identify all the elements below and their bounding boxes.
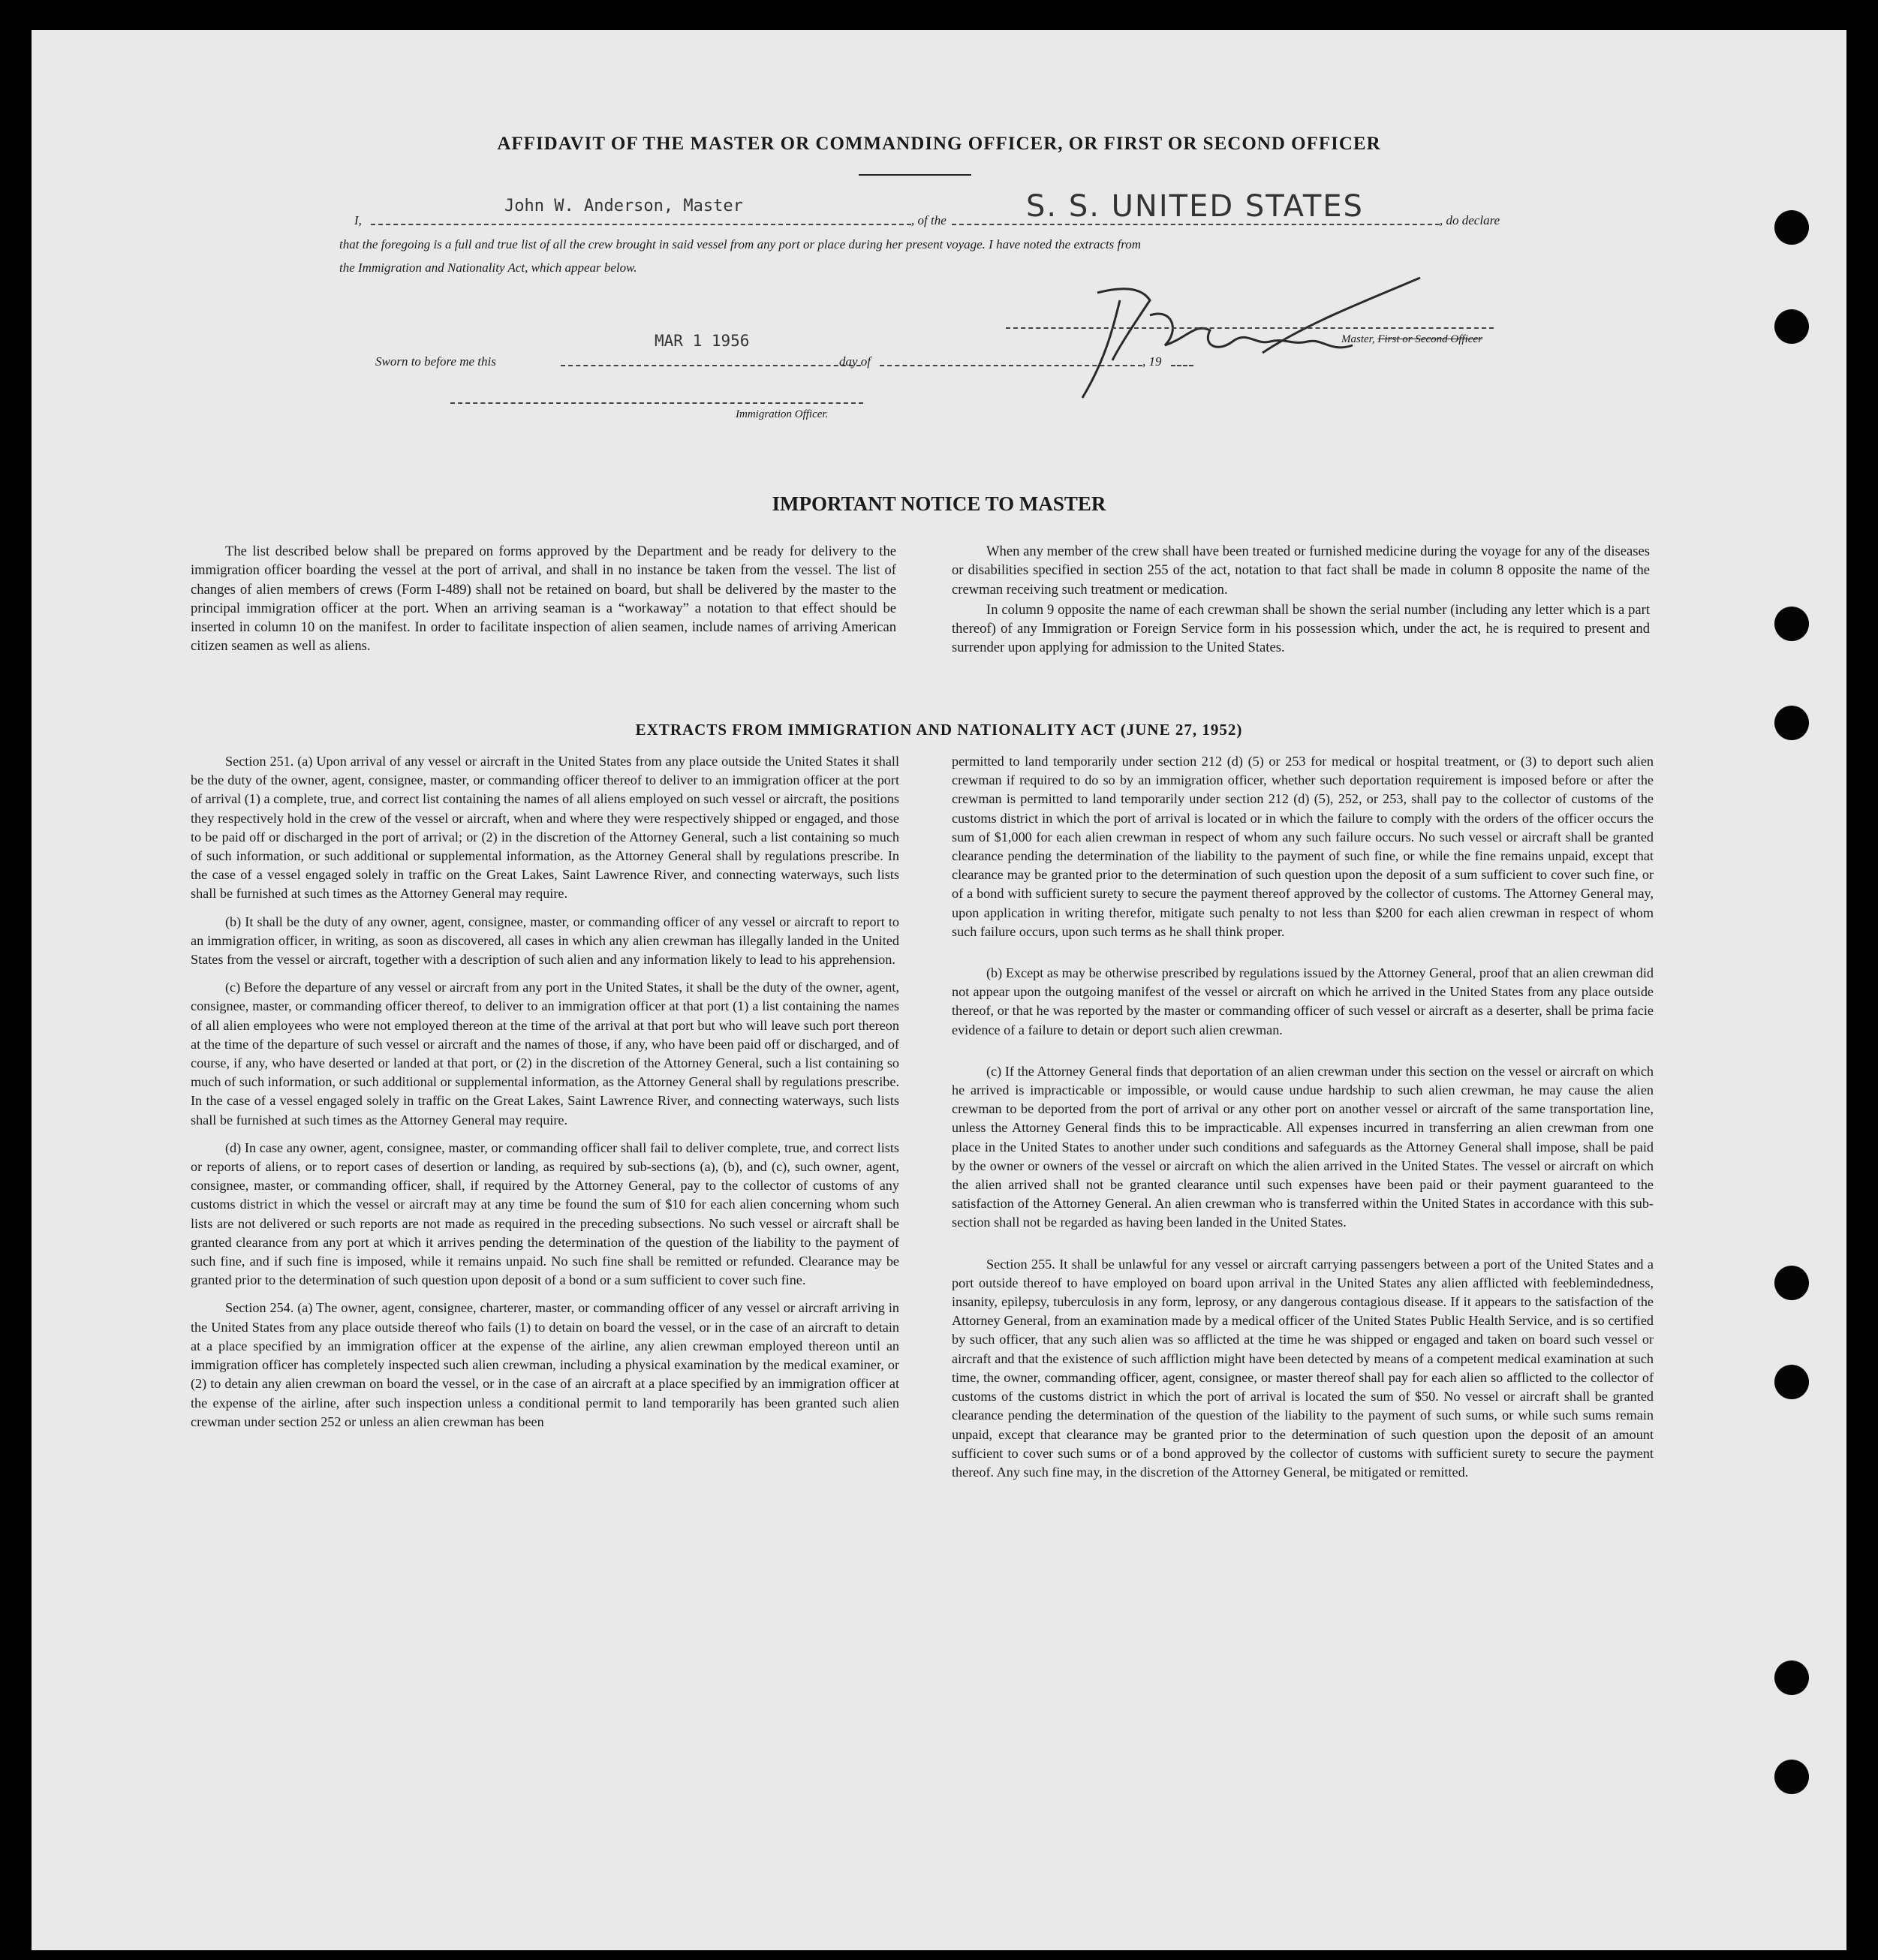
punch-hole [1774,607,1809,641]
punch-hole [1774,1365,1809,1399]
year-label: , 19 [1142,354,1162,369]
vessel-name: S. S. UNITED STATES [1026,189,1364,224]
notice-right [952,542,1650,667]
punch-hole [1774,1266,1809,1300]
sworn-label: Sworn to before me this [375,354,496,369]
signature-line [1006,327,1494,329]
extracts-title: EXTRACTS FROM IMMIGRATION AND NATIONALITY ACT (JUNE 27, 1952) [635,721,1243,739]
of-the-label: , of the [911,213,947,227]
date-stamp: MAR 1 1956 [655,332,750,350]
immigration-officer-label: Immigration Officer. [736,408,829,420]
declaration-line-2: the Immigration and Nationality Act, which appear below. [339,260,637,275]
extracts-right-column [952,752,1654,1491]
master-name-typed: John W. Anderson, Master [504,197,743,215]
day-of-label: day of [839,354,871,369]
section-251-b: (b) It shall be the duty of any owner, agent, consignee, master, or commanding officer of any vessel or aircraft to report to an immigration officer, in writing, as soon as discovered, all cases in which any alien crewman has illegally landed in the United States from the vessel or aircraft, together with a description of such alien and any information likely to lead to his apprehension. [191,914,899,968]
notice-right-paragraph-2: In column 9 opposite the name of each crewman shall be shown the serial number (including any letter which is a part thereof) of any Immigration or Foreign Service form in his possession which, under the act, he is required to present and surrender upon applying for admission to the United States. [952,601,1650,656]
officer-title [1341,333,1482,346]
section-254-a: Section 254. (a) The owner, agent, consignee, charterer, master, or commanding officer of any vessel or aircraft arriving in the United States from any place outside thereof who fails (1) to detain on board the vessel, or in the case of an aircraft to detain at a place specified by an immigration officer at the expense of the airline, any alien crewman employed thereon until an immigration officer has completely inspected such alien crewman, including a physical examination by the medical examiner, or (2) to detain any alien crewman on board the vessel, or in the case of an aircraft at a place specified by an immigration officer at the expense of the airline, after such inspection unless a conditional permit to land temporarily has been granted such alien crewman under section 252 or unless an alien crewman has been [191,1300,899,1429]
notice-title: IMPORTANT NOTICE TO MASTER [772,492,1106,515]
section-254-a-continued: permitted to land temporarily under section 212 (d) (5) or 253 for medical or hospital treatment, or (3) to deport such alien crewman if required to do so by an immigration officer, whether such deportation requirement is imposed before or after the crewman is permitted to land temporarily under section 212 (d) (5), 252, or 253, shall pay to the collector of customs of the customs district in which the port of arrival is located or in which the failure to comply with the orders of the officer occurs the sum of $1,000 for each alien crewman in respect of whom any such failure occurs. No such vessel or aircraft shall be granted clearance pending the determination of the liability to the payment of such fine, or while the fine remains unpaid, except that clearance may be granted prior to the determination of such question upon the deposit of a sum sufficient to cover such fine, or of a bond with sufficient surety to secure the payment thereof approved by the collector of customs. The Attorney General may, upon application in writing therefor, mitigate such penalty to not less than $200 for each alien crewman in respect of whom such failure occurs, upon such terms as he shall think proper. [952,754,1654,939]
i-label: I, [354,213,362,227]
punch-hole [1774,1660,1809,1695]
punch-hole [1774,210,1809,245]
section-254-b: (b) Except as may be otherwise prescribed by regulations issued by the Attorney General, proof that an alien crewman did not appear upon the outgoing manifest of the vessel or aircraft on which he arrived in the United States from any place outside thereof, or that he was reported by the master or commanding officer of such vessel or aircraft as a deserter, shall be prima facie evidence of a failure to detain or deport such alien crewman. [952,965,1654,1037]
title-divider [859,174,971,176]
section-251-d: (d) In case any owner, agent, consignee, master, or commanding officer shall fail to deliver complete, true, and correct lists or reports of aliens, or to report cases of desertion or landing, as required by sub-sections (a), (b), and (c), such owner, agent, consignee, master, or commanding officer, shall, if required by the Attorney General, pay to the collector of customs of any customs district in which the vessel or aircraft may at any time be found the sum of $10 for each alien concerning whom such lists are not delivered or such reports are not made as required in the preceding subsections. No such vessel or aircraft shall be granted clearance from any port at which it arrives pending the determination of the question of the liability to the payment of such fine, and if such fine is imposed, while it remains unpaid. No such fine shall be remitted or refunded. Clearance may be granted prior to the determination of such question upon deposit of a bond or a sum sufficient to cover such fine. [191,1140,899,1288]
immigration-officer-line [450,402,863,404]
section-254-c: (c) If the Attorney General finds that deportation of an alien crewman under this section on the vessel or aircraft on which he arrived is impracticable or impossible, or would cause undue hardship to such alien crewman, he may cause the alien crewman to be deported from the port of arrival or any other port on another vessel or aircraft of the same transportation line, unless the Attorney General finds this to be impracticable. All expenses incurred in transferring an alien crewman from one place in the United States to another under such conditions and safeguards as the Attorney General shall impose, shall be paid by the owner or owners of the vessel or aircraft on which the alien arrived in the United States. The vessel or aircraft on which the alien arrived shall not be granted clearance until such expenses have been paid or their payment guaranteed to the satisfaction of the Attorney General. An alien crewman who is transferred within the United States in accordance with this sub-section shall not be regarded as having been landed in the United States. [952,1063,1654,1230]
declaration-line-1: that the foregoing is a full and true list of all the crew brought in said vessel from any port or place during her present voyage. I have noted the extracts from [339,237,1142,251]
sworn-day-line [561,365,861,366]
affidavit-title: AFFIDAVIT OF THE MASTER OR COMMANDING OFFICER, OR FIRST OR SECOND OFFICER [497,134,1381,154]
punch-hole [1774,309,1809,344]
document-page [32,30,1846,1950]
name-line [371,224,911,225]
notice-right-paragraph-1: When any member of the crew shall have been treated or furnished medicine during the voyage for any of the diseases or disabilities specified in section 255 of the act, notation to that fact shall be made in column 8 opposite the name of the crewman receiving such treatment or medication. [952,543,1650,598]
officer-struck: First or Second Officer [1377,333,1482,345]
year-line [1171,365,1193,366]
sworn-month-line [880,365,1142,366]
do-declare-label: , do declare [1440,213,1500,227]
extracts-left-column [191,752,899,1441]
master-label: Master, [1341,333,1375,345]
section-255: Section 255. It shall be unlawful for any vessel or aircraft carrying passengers between a port of the United States and a port outside thereof to have employed on board upon arrival in the United States any alien afflicted with feeblemindedness, insanity, epilepsy, tuberculosis in any form, leprosy, or any dangerous contagious disease. If it appears to the satisfaction of the Attorney General, from an examination made by a medical officer of the United States Public Health Service, and is so certified by such officer, that any such alien was so afflicted at the time he was shipped or engaged and taken on board such vessel or aircraft and that the existence of such affliction might have been detected by means of a competent medical examination at such time, the owner, commanding officer, agent, consignee, or master thereof shall pay for each alien so afflicted to the collector of customs of the customs district in which the port of arrival is located the sum of $50. No vessel or aircraft shall be granted clearance pending the determination of the question of the liability to the payment of such sums, or while such sums remain unpaid, except that clearance may be granted prior to the determination of such question upon the deposit of an amount sufficient to cover such sums or of a bond approved by the collector of customs with sufficient surety to secure the payment thereof. Any such fine may, in the discretion of the Attorney General, be mitigated or remitted. [952,1256,1654,1480]
punch-hole [1774,1760,1809,1794]
vessel-line [952,224,1440,225]
section-251-c: (c) Before the departure of any vessel or aircraft from any port in the United States, it shall be the duty of the owner, agent, consignee, master, or commanding officer thereof, to deliver to an immigration officer at that port (1) a list containing the names of all alien employees who were not employed thereon at the time of the arrival at that port but who will leave such port thereon at the time of the departure of such vessel or aircraft and the names of those, if any, who have been paid off or discharged, and of course, if any, who have deserted or landed at that port, or (2) in the discretion of the Attorney General, such a list containing so much of such information, or such additional or supplemental information, as the Attorney General shall by regulations prescribe. In the case of a vessel engaged solely in traffic on the Great Lakes, Saint Lawrence River, and connecting waterways, such lists shall be furnished at such times as the Attorney General may require. [191,980,899,1128]
section-251-a: Section 251. (a) Upon arrival of any vessel or aircraft in the United States from any place outside the United States it shall be the duty of the owner, agent, consignee, master, or commanding officer thereof to deliver to an immigration officer at the port of arrival (1) a complete, true, and correct list containing the names of all aliens employed on such vessel or aircraft, the positions they respectively hold in the crew of the vessel or aircraft, when and where they were respectively shipped or engaged, and those to be paid off or discharged in the port of arrival; or (2) in the discretion of the Attorney General, such a list containing so much of such information, or such additional or supplemental information, as the Attorney General shall by regulations prescribe. In the case of a vessel engaged solely in traffic on the Great Lakes, Saint Lawrence River, and connecting waterways, such lists shall be furnished at such times as the Attorney General may require. [191,754,899,902]
notice-left [191,542,896,665]
notice-left-paragraph: The list described below shall be prepared on forms approved by the Department and be ready for delivery to the immigration officer boarding the vessel at the port of arrival, and shall in no instance be taken from the vessel. The list of changes of alien members of crews (Form I-489) shall not be retained on board, but shall be delivered by the master to the principal immigration officer at the port. When an arriving seaman is a “workaway” a notation to that effect should be inserted in column 10 on the manifest. In order to facilitate inspection of alien seamen, include names of arriving American citizen seamen as well as aliens. [191,543,896,655]
